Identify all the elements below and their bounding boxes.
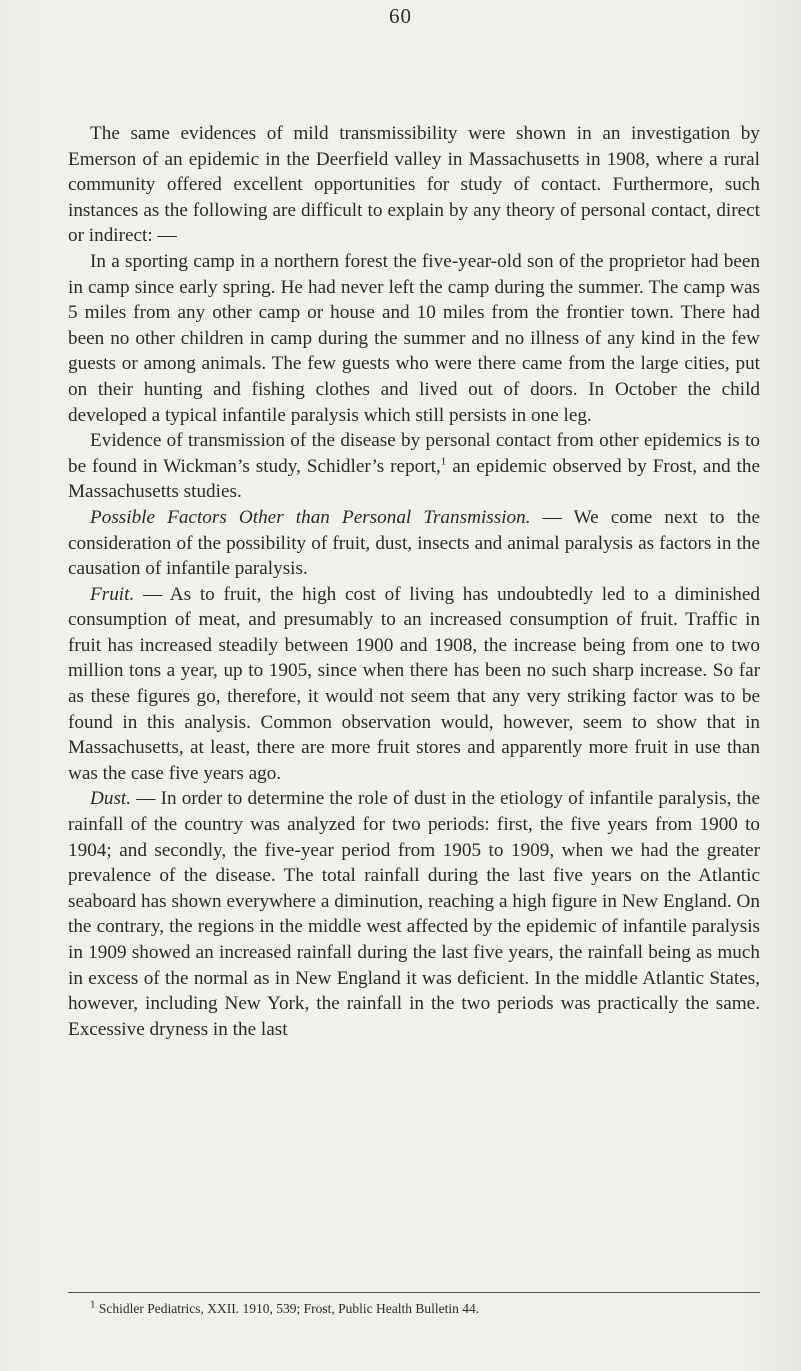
body-text [68, 121, 760, 1042]
possible-factors-text: — We come next to the consideration of the possibility of fruit, dust, insects and animal paralysis as factors in the causation of infantile paralysis. [68, 506, 760, 580]
dust-text: — In order to determine the role of dust in the etiology of infantile paralysis, the rainfall of the country was analyzed for two periods: first, the five years from 1900 to 1904; and secondly, the five-year period from 1905 to 1909, when we had the greater prevalence of the disease. The total rainfall during the last five years on the Atlantic seaboard has shown everywhere a diminution, reaching a high figure in New England. On the contrary, the regions in the middle west affected by the epidemic of infantile paralysis in 1909 showed an increased rainfall during the last five years, the rainfall being as much in excess of the normal as in New England it was deficient. In the middle Atlantic States, however, including New York, the rainfall in the two periods was practically the same. Excessive dryness in the last [68, 788, 760, 1040]
paragraph-evidence-transmission [68, 428, 760, 505]
fruit-text: — As to fruit, the high cost of living has undoubtedly led to a diminished consumption of meat, and presumably to an increased consumption of fruit. Traffic in fruit has increased steadily between 1900 and 1908, the increase being from one to two million tons a year, up to 1905, since when there has been no such sharp increase. So far as these figures go, therefore, it would not seem that any very striking factor was to be found in this analysis. Common observation would, however, seem to show that in Massachusetts, at least, there are more fruit stores and apparently more fruit in use than was the case five years ago. [68, 583, 760, 784]
evidence-text-after: an epidemic observed by Frost, and the Massachusetts studies. [68, 455, 760, 503]
section-heading-possible-factors: Possible Factors Other than Personal Transmission. [90, 506, 531, 528]
paragraph-possible-factors [68, 505, 760, 582]
paragraph-fruit [68, 582, 760, 787]
footnote-text: Schidler Pediatrics, XXII. 1910, 539; Frost, Public Health Bulletin 44. [98, 1301, 480, 1316]
section-heading-fruit: Fruit. [90, 583, 135, 605]
page-number: 60 [389, 4, 412, 28]
section-heading-dust: Dust. [90, 788, 132, 810]
footnote-mark: 1 [90, 1298, 96, 1311]
paragraph-dust [68, 786, 760, 1042]
footnote [90, 1300, 760, 1318]
paragraph-emerson-study: The same evidences of mild transmissibility were shown in an investigation by Emerson of an epidemic in the Deerfield valley in Massachusetts in 1908, where a rural community offered excellent opportunities for study of contact. Furthermore, such instances as the following are difficult to explain by any theory of personal contact, direct or indirect: — [68, 123, 760, 247]
evidence-text-before: Evidence of transmission of the disease by personal contact from other epidemics is to be found in Wickman’s study, Schidler’s report, [68, 430, 760, 477]
footnote-divider [68, 1292, 760, 1293]
footnote-reference: 1 [440, 455, 447, 468]
paragraph-sporting-camp: In a sporting camp in a northern forest the five-year-old son of the proprietor had been in camp since early spring. He had never left the camp during the summer. The camp was 5 miles from any other camp or house and 10 miles from the frontier town. There had been no other children in camp during the summer and no illness of any kind in the few guests or among animals. The few guests who were there came from the large cities, put on their hunting and fishing clothes and lived out of doors. In October the child developed a typical infantile paralysis which still persists in one leg. [68, 250, 760, 426]
